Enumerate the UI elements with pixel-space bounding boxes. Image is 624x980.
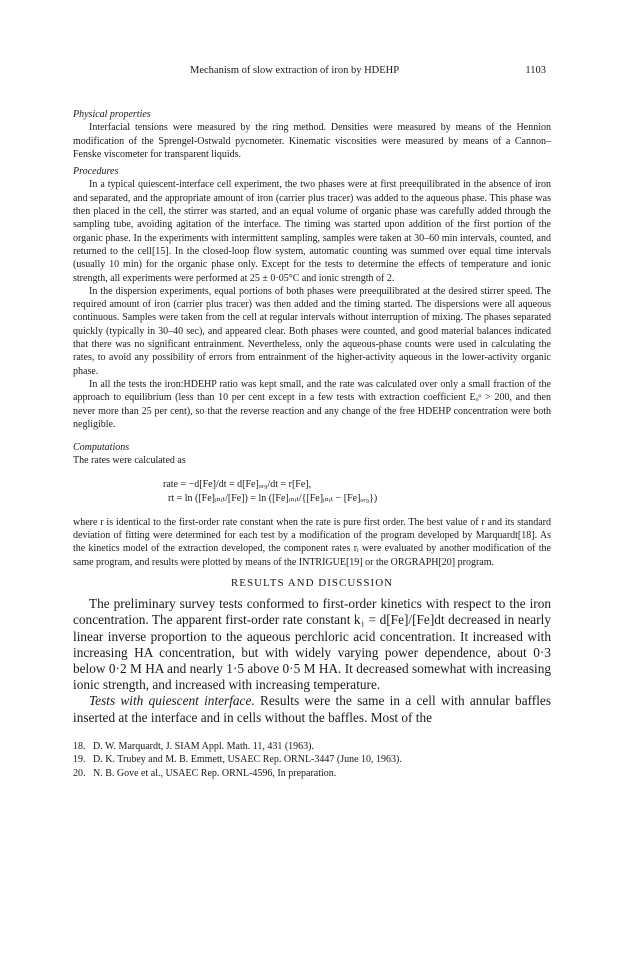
procedures-paragraph-3: In all the tests the iron:HDEHP ratio was kept small, and the rate was calculated over only a small fraction of the approach to equilibrium (less than 10 per cent except in a few tests with extraction coefficient Eₒᵒ > 200, and then never more than 25 per cent), so that the reverse reaction and any change of the free HDEHP concentration were both negligible.	[73, 378, 551, 430]
reference-20: 20. N. B. Gove et al., USAEC Rep. ORNL-4596, In preparation.	[73, 767, 337, 779]
results-paragraph-2-text: Results were the same in a cell with annular baffles inserted at the interface and in cells without the baffles. Most of the	[73, 693, 551, 725]
rate-equation-2: rt = ln ([Fe]ᵢₙᵢₜ/[Fe]) = ln ([Fe]ᵢₙᵢₜ/{[Fe]ᵢₙᵢₜ − [Fe]ₒᵣ₉})	[168, 492, 378, 504]
rate-equation-1: rate = −d[Fe]/dt = d[Fe]ₒᵣ₉/dt = r[Fe],	[163, 478, 312, 490]
results-paragraph-1: The preliminary survey tests conformed to first-order kinetics with respect to the iron concentration. The apparent first-order rate constant k₁ = d[Fe]/[Fe]dt decreased in nearly linear inverse proportion to the aqueous perchloric acid concentration. It increased with increasing HA concentration, but with widely varying power dependence, about 0·3 below 0·2 M HA and nearly 1·5 above 0·5 M HA. It decreased somewhat with increasing ionic strength, and increased with increasing temperature.	[73, 596, 551, 693]
procedures-heading: Procedures	[73, 166, 119, 178]
physical-properties-text: Interfacial tensions were measured by the ring method. Densities were measured by means of the Hennion modification of the Sprengel-Ostwald pycnometer. Kinematic viscosities were measured by means of a Cannon–Fenske viscometer for transparent liquids.	[73, 122, 551, 160]
results-paragraph-2	[73, 693, 551, 725]
reference-18: 18. D. W. Marquardt, J. SIAM Appl. Math. 11, 431 (1963).	[73, 740, 315, 752]
running-title: Mechanism of slow extraction of iron by HDEHP	[190, 65, 400, 76]
rate-equations	[163, 478, 551, 506]
article-body	[73, 108, 551, 780]
computations-heading: Computations	[73, 442, 130, 454]
procedures-paragraph-1: In a typical quiescent-interface cell experiment, the two phases were at first preequilibrated in the absence of iron and separated, and the appropriate amount of iron (carrier plus tracer) was added to the aqueous phase. This phase was then placed in the cell, the stirrer was started, and an equal volume of organic phase was carefully added through the sampling tube, avoiding agitation of the interface. The timing was started upon addition of the first portion of the organic phase. In the experiments with intermittent sampling, samples were taken at 30–60 min intervals, counted, and returned to the cell[15]. In the closed-loop flow system, automatic counting was summed over equal time intervals (usually 10 min) for the organic phase only. Except for the tests to determine the effects of temperature and ionic strength, all experiments were performed at 25 ± 0·05°C and ionic strength of 2.	[73, 179, 551, 284]
results-heading: RESULTS AND DISCUSSION	[230, 576, 394, 589]
reference-19: 19. D. K. Trubey and M. B. Emmett, USAEC Rep. ORNL-3447 (June 10, 1963).	[73, 754, 402, 766]
procedures-paragraph-2: In the dispersion experiments, equal portions of both phases were preequilibrated at the desired stirrer speed. The required amount of iron (carrier plus tracer) was then added and the timing started. The dispersions were all aqueous continuous. Samples were taken from the cell at regular intervals without interruption of mixing. The phases separated quickly (typically in 30–40 sec), and appeared clear. Both phases were counted, and good material balances indicated that there was no significant entrainment. Nevertheless, only the aqueous-phase counts were used in calculating the rates, to avoid any possibility of errors from entrainment of the higher-activity aqueous in the lower-activity organic phase.	[73, 285, 551, 377]
page-number: 1103	[525, 65, 546, 76]
computations-intro: The rates were calculated as	[73, 455, 186, 467]
references	[73, 740, 551, 780]
physical-properties-heading: Physical properties	[73, 109, 151, 120]
quiescent-interface-lead: Tests with quiescent interface.	[89, 693, 255, 709]
computations-text: where r is identical to the first-order rate constant when the rate is pure first order. The best value of r and its standard deviation of fitting were determined for each test by a modification of the program developed by Marquardt[18]. As the kinetics model of the extraction developed, the component rates rᵢ were evaluated by another modification of the same program, and results were plotted by means of the INTRIGUE[19] or the ORGRAPH[20] program.	[73, 516, 551, 568]
